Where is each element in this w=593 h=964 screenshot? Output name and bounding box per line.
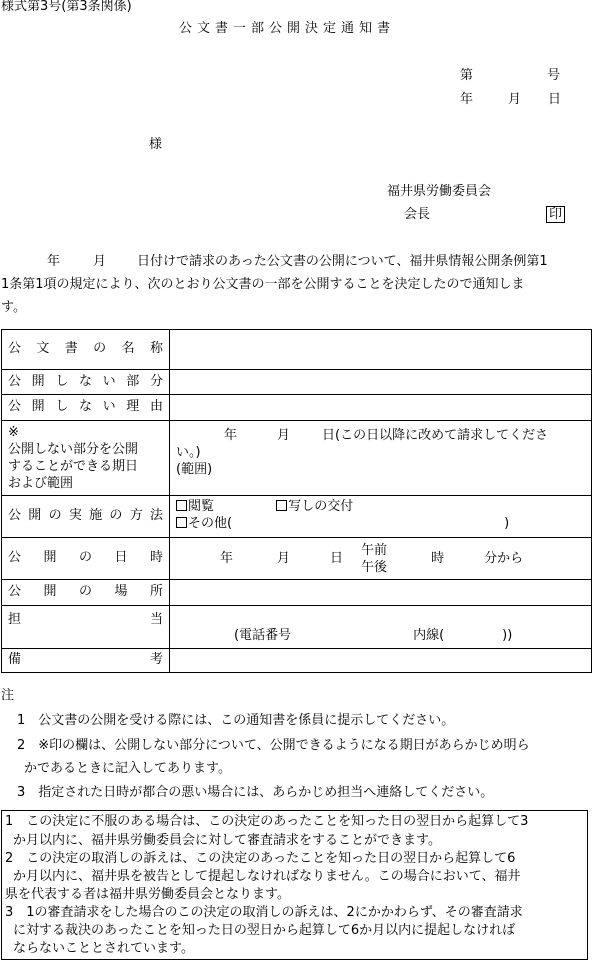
asterisk-mark: ※: [8, 425, 19, 440]
addressee-sama: 様: [149, 137, 163, 152]
doc-number-dai: 第: [460, 68, 474, 83]
appeal-line-7: に対する裁決のあったことを知った日の翌日から起算して6か月以内に提起しなければ: [13, 923, 516, 938]
view-checkbox[interactable]: [176, 500, 187, 511]
place-label: [2, 580, 170, 606]
document-name-value: [170, 330, 592, 370]
appeal-notice-box: [1, 810, 588, 960]
body-line-2: 1条第1項の規定により、次のとおり公文書の一部を公開することを決定したので通知しま: [1, 277, 525, 292]
appeal-line-6: 3 1の審査請求をした場合のこの決定の取消しの訴えは、2にかかわらず、その審査請求: [5, 905, 523, 920]
notes-heading: 注: [1, 688, 15, 703]
other-close: ): [504, 516, 510, 531]
remarks-label-right: 考: [149, 652, 163, 668]
method-label: [2, 496, 170, 538]
body-year: 年: [47, 254, 61, 269]
future-year: 年: [224, 428, 238, 443]
remarks-label-left: 備: [8, 652, 22, 668]
person-label-right: 当: [149, 612, 163, 627]
extension-label: 内線(: [413, 627, 445, 643]
row-undisclosed-part: [2, 370, 592, 395]
date-month: 月: [508, 92, 522, 107]
datetime-day: 日: [330, 551, 344, 566]
datetime-hour: 時: [431, 551, 445, 566]
undisclosed-reason-label-chars: 公 開 し な い 理 由: [8, 399, 163, 415]
place-value: [170, 580, 592, 606]
future-label-line-1: 公開しない部分を公開: [8, 442, 139, 457]
copy-checkbox[interactable]: [276, 500, 287, 511]
note-2-line-1: 2 ※印の欄は、公開しない部分について、公開できるようになる期日があらかじめ明ら: [17, 738, 530, 753]
row-undisclosed-reason: [2, 395, 592, 421]
body-month: 月: [93, 254, 107, 269]
undisclosed-reason-label: [2, 395, 170, 421]
appeal-line-3: 2 この決定の取消しの訴えは、この決定のあったことを知った日の翌日から起算して6: [5, 851, 516, 866]
note-3: 3 指定された日時が都合の悪い場合には、あらかじめ担当へ連絡してください。: [17, 785, 494, 800]
issuer-title: 会長: [404, 207, 431, 222]
undisclosed-part-value: [170, 370, 592, 395]
note-1: 1 公文書の公開を受ける際には、この通知書を係員に提示してください。: [17, 713, 455, 728]
body-line-3: す。: [1, 300, 26, 315]
datetime-minute: 分から: [484, 551, 524, 566]
future-scope: (範囲): [176, 462, 213, 477]
future-disclosure-value: [170, 421, 592, 496]
future-label-line-2: することができる期日: [8, 459, 139, 474]
document-name-label: 公 文 書 の 名 称: [8, 341, 163, 357]
issuer-organization: 福井県労働委員会: [387, 184, 492, 199]
method-value: [170, 496, 592, 538]
appeal-line-2: か月以内に、福井県労働委員会に対して審査請求をすることができます。: [13, 833, 441, 848]
row-remarks: [2, 649, 592, 673]
undisclosed-part-label: [2, 370, 170, 395]
seal-label: 印: [546, 206, 565, 223]
date-year: 年: [460, 92, 474, 107]
view-label: 閲覧: [188, 499, 215, 514]
other-label: その他(: [188, 516, 233, 531]
am-pm: [361, 542, 387, 576]
datetime-value: [170, 538, 592, 580]
datetime-year: 年: [220, 551, 234, 566]
appeal-line-4: か月以内に、福井県を被告として提起しなければなりません。この場合において、福井: [13, 869, 521, 884]
method-label-chars: 公 開 の 実 施 の 方 法: [8, 508, 163, 524]
disclosure-table: [1, 329, 592, 673]
document-title: 公文書一部公開決定通知書: [179, 21, 396, 36]
remarks-label: [2, 649, 170, 673]
future-note-end: い。): [176, 445, 201, 460]
row-future-disclosure: [2, 421, 592, 496]
future-label-line-3: および範囲: [8, 476, 74, 491]
doc-number-go: 号: [547, 68, 561, 83]
copy-label: 写しの交付: [288, 499, 354, 514]
appeal-line-1: 1 この決定に不服のある場合は、この決定のあったことを知った日の翌日から起算して3: [5, 814, 529, 829]
future-month: 月: [277, 428, 291, 443]
row-datetime: [2, 538, 592, 580]
person-value: [170, 606, 592, 649]
future-day-note: 日(この日以降に改めて請求してくださ: [322, 428, 549, 443]
undisclosed-part-label-chars: 公 開 し な い 部 分: [8, 373, 163, 389]
date-day: 日: [548, 92, 562, 107]
appeal-line-5: 県を代表する者は福井県労働委員会となります。: [5, 887, 290, 902]
appeal-line-8: ならないこととされています。: [13, 941, 194, 956]
datetime-label: [2, 538, 170, 580]
row-document-name: [2, 330, 592, 370]
extension-close: )): [502, 627, 513, 643]
other-checkbox[interactable]: [176, 517, 187, 528]
phone-label: (電話番号: [234, 627, 292, 643]
place-label-chars: 公 開 の 場 所: [8, 584, 163, 600]
am-label: 午前: [361, 542, 388, 558]
datetime-month: 月: [277, 551, 291, 566]
pm-label: 午後: [361, 559, 388, 575]
note-2-line-2: かであるときに記入してあります。: [24, 761, 231, 776]
seal-mark: [546, 206, 565, 224]
person-label: [2, 606, 170, 649]
form-label: 様式第3号(第3条関係): [1, 0, 132, 14]
row-person: [2, 606, 592, 649]
body-line-1: 日付けで請求のあった公文書の公開について、福井県情報公開条例第1: [137, 254, 548, 269]
person-label-left: 担: [8, 612, 22, 627]
row-method: [2, 496, 592, 538]
future-disclosure-label: [2, 421, 170, 496]
datetime-label-chars: 公 開 の 日 時: [8, 550, 163, 566]
remarks-value: [170, 649, 592, 673]
undisclosed-reason-value: [170, 395, 592, 421]
row-place: [2, 580, 592, 606]
